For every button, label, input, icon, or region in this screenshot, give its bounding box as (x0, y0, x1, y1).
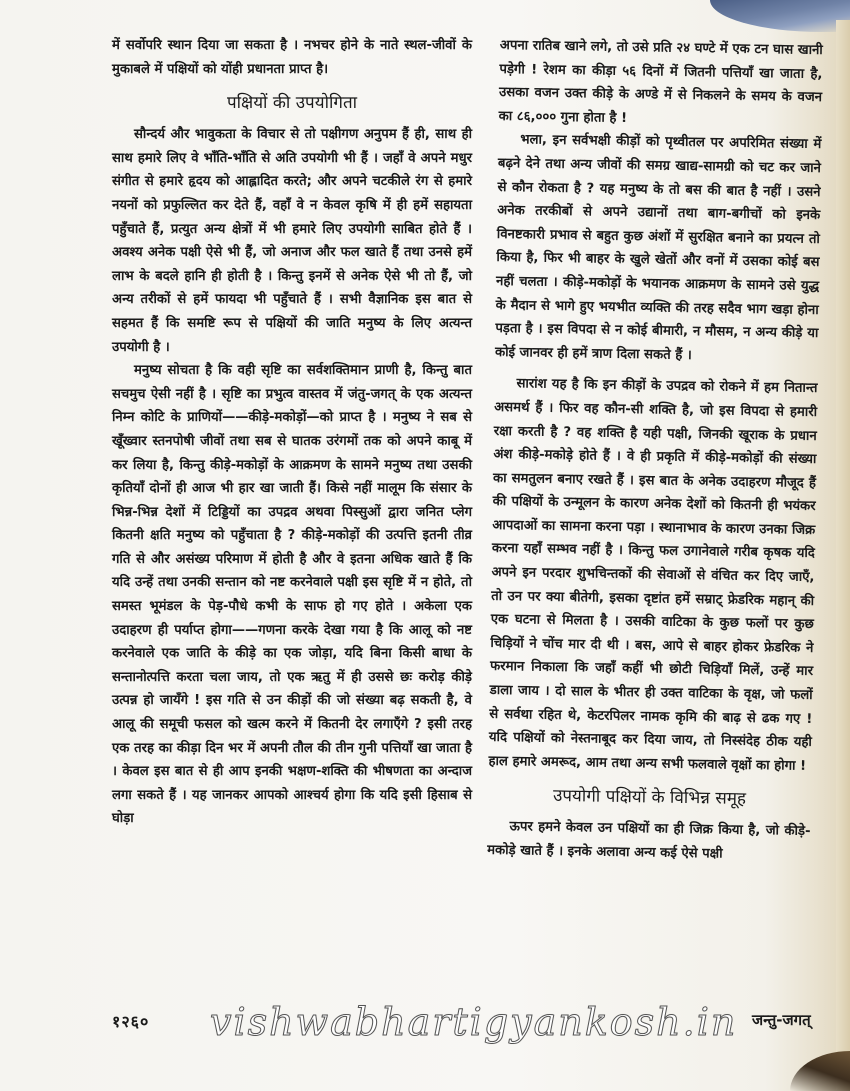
paragraph: ऊपर हमने केवल उन पक्षियों का ही जिक्र किया है, जो कीड़े-मकोड़े खाते हैं । इनके अलावा अन्य कई ऐसे पक्षी (487, 819, 811, 862)
paragraph: अपना रातिब खाने लगे, तो उसे प्रति २४ घण्टे में एक टन घास खानी पड़ेगी ! रेशम का कीड़ा ५६ दिनों में जितनी पत्तियाँ खा जाता है, उसका वजन उक्त कीड़े के अण्डे में से निकलने के समय के वजन का ८६,००० गुना होता है ! (498, 37, 823, 126)
paragraph: सौन्दर्य और भावुकता के विचार से तो पक्षीगण अनुपम हैं ही, साथ ही साथ हमारे लिए वे भाँति-भाँति से अति उपयोगी भी हैं । जहाँ वे अपने मधुर संगीत से हमारे हृदय को आह्लादित करते; और अपने चटकीले रंग से हमारे नयनों को प्रफुल्लित कर देते हैं, वहाँ वे न केवल कृषि में ही हमें सहायता पहुँचाते हैं, प्रत्युत अन्य क्षेत्रों में भी हमारे लिए उपयोगी साबित होते हैं । अवश्य अनेक पक्षी ऐसे भी हैं, जो अनाज और फल खाते हैं तथा उनसे हमें लाभ के बदले हानि ही होती है । किन्तु इनमें से अनेक ऐसे भी तो हैं, जो अन्य तरीकों से हमें फायदा भी पहुँचाते हैं । सभी वैज्ञानिक इस बात से सहमत हैं कि समष्टि रूप से पक्षियों की जाति मनुष्य के लिए अत्यन्त उपयोगी है । (112, 127, 472, 355)
paragraph: भला, इन सर्वभक्षी कीड़ों को पृथ्वीतल पर अपरिमित संख्या में बढ़ने देने तथा अन्य जीवों की समग्र खाद्य-सामग्री को चट कर जाने से कौन रोकता है ? यह मनुष्य के तो बस की बात है नहीं । उसने अनेक तरकीबों से अपने उद्यानों तथा बाग-बगीचों को इनके विनष्टकारी प्रभाव से बहुत कुछ अंशों में सुरक्षित बनाने का प्रयत्न तो किया है, फिर भी बाहर के खुले खेतों और वनों में उसका कोई बस नहीं चलता । कीड़े-मकोड़ों के भयानक आक्रमण के सामने उसे युद्ध के मैदान से भागे हुए भयभीत व्यक्ति की तरह सदैव भाग खड़ा होना पड़ता है । इस विपदा से न कोई बीमारी, न मौसम, न अन्य कीड़े या कोई जानवर ही हमें त्राण दिला सकते हैं । (494, 132, 822, 363)
section-heading: पक्षियों की उपयोगिता (226, 93, 358, 114)
paragraph: मनुष्य सोचता है कि वही सृष्टि का सर्वशक्तिमान प्राणी है, किन्तु बात सचमुच ऐसी नहीं है । सृष्टि का प्रभुत्व वास्तव में जंतु-जगत् के एक अत्यन्त निम्न कोटि के प्राणियों——कीड़े-मकोड़ों—को प्राप्त है । मनुष्य ने सब से खूँख्वार स्तनपोषी जीवों तथा सब से घातक उरंगमों तक को अपने काबू में कर लिया है, किन्तु कीड़े-मकोड़ों के आक्रमण के सामने मनुष्य तथा उसकी कृतियाँ दोनों ही आज भी हार खा जाती हैं। किसे नहीं मालूम कि संसार के भिन्न-भिन्न देशों में टिड्डियों का उपद्रव अथवा पिस्सुओं द्वारा जनित प्लेग कितनी क्षति मनुष्य को पहुँचाता है ? कीड़े-मकोड़ों की उत्पत्ति इतनी तीव्र गति से और असंख्य परिमाण में होती है और वे इतना अधिक खाते हैं कि यदि उन्हें तथा उनकी सन्तान को नष्ट करनेवाले पक्षी इस सृष्टि में न होते, तो समस्त भूमंडल के पेड़-पौधे कभी के साफ हो गए होते । अकेला एक उदाहरण ही पर्याप्त होगा——गणना करके देखा गया है कि आलू को नष्ट करनेवाले एक जाति के कीड़े का एक जोड़ा, यदि बिना किसी बाधा के सन्तानोत्पत्ति करता चला जाय, तो एक ऋतु में ही उससे छः करोड़ कीड़े उत्पन्न हो जायँगे ! इस गति से उन कीड़ों की जो संख्या बढ़ सकती है, वे आलू की समूची फसल को खत्म करने में कितनी देर लगाएँगे ? इसी तरह एक तरह का कीड़ा दिन भर में अपनी तौल की तीन गुनी पत्तियाँ खा जाता है । केवल इस बात से ही आप इनकी भक्षण-शक्ति की भीषणता का अन्दाज लगा सकते हैं । यह जानकर आपको आश्चर्य होगा कि यदि इसी हिसाब से घोड़ा (112, 363, 472, 827)
left-column (112, 34, 472, 831)
paragraph: में सर्वोपरि स्थान दिया जा सकता है । नभचर होने के नाते स्थल-जीवों के मुकाबले में पक्षियों को योंही प्रधानता प्राप्त है। (112, 38, 472, 77)
watermark: vishwabhartigyankosh.in (210, 1000, 738, 1044)
page-number: १२६० (112, 1012, 150, 1031)
page-edge (836, 20, 850, 1091)
right-column (487, 34, 823, 868)
paragraph: सारांश यह है कि इन कीड़ों के उपद्रव को रोकने में हम नितान्त असमर्थ हैं । फिर वह कौन-सी शक्ति है, जो इस विपदा से हमारी रक्षा करती है ? वह शक्ति है यही पक्षी, जिनकी खूराक के प्रधान अंश कीड़े-मकोड़े होते हैं । वे ही प्रकृति में कीड़े-मकोड़ों की संख्या का समतुलन बनाए रखते हैं । इस बात के अनेक उदाहरण मौजूद हैं की पक्षियों के उन्मूलन के कारण अनेक देशों को कितनी ही भयंकर आपदाओं का सामना करना पड़ा । स्थानाभाव के कारण उनका जिक्र करना यहाँ सम्भव नहीं है । किन्तु फल उगानेवाले गरीब कृषक यदि अपने इन परदार शुभचिन्तकों की सेवाओं से वंचित कर दिए जाएँ, तो उन पर क्या बीतेगी, इसका दृष्टांत हमें सम्राट् फ्रेडरिक महान् की एक घटना से मिलता है । उसकी वाटिका के कुछ फलों पर कुछ चिड़ियों ने चोंच मार दी थी । बस, आपे से बाहर होकर फ्रेडरिक ने फरमान निकाला कि जहाँ कहीं भी छोटी चिड़ियाँ मिलें, उन्हें मार डाला जाय । दो साल के भीतर ही उक्त वाटिका के वृक्ष, जो फलों से सर्वथा रहित थे, केटरपिलर नामक कृमि की बाढ़ से ढक गए ! यदि पक्षियों को नेस्तनाबूद कर दिया जाय, तो निस्संदेह ठीक यही हाल हमारे अमरूद, आम तथा अन्य सभी फलवाले वृक्षों का होगा ! (488, 376, 818, 774)
section-heading: उपयोगी पक्षियों के विभिन्न समूह (552, 786, 747, 810)
cover-corner (710, 0, 850, 32)
running-head: जन्तु-जगत् (752, 1011, 811, 1029)
cover-corner-bottom (790, 1051, 850, 1091)
